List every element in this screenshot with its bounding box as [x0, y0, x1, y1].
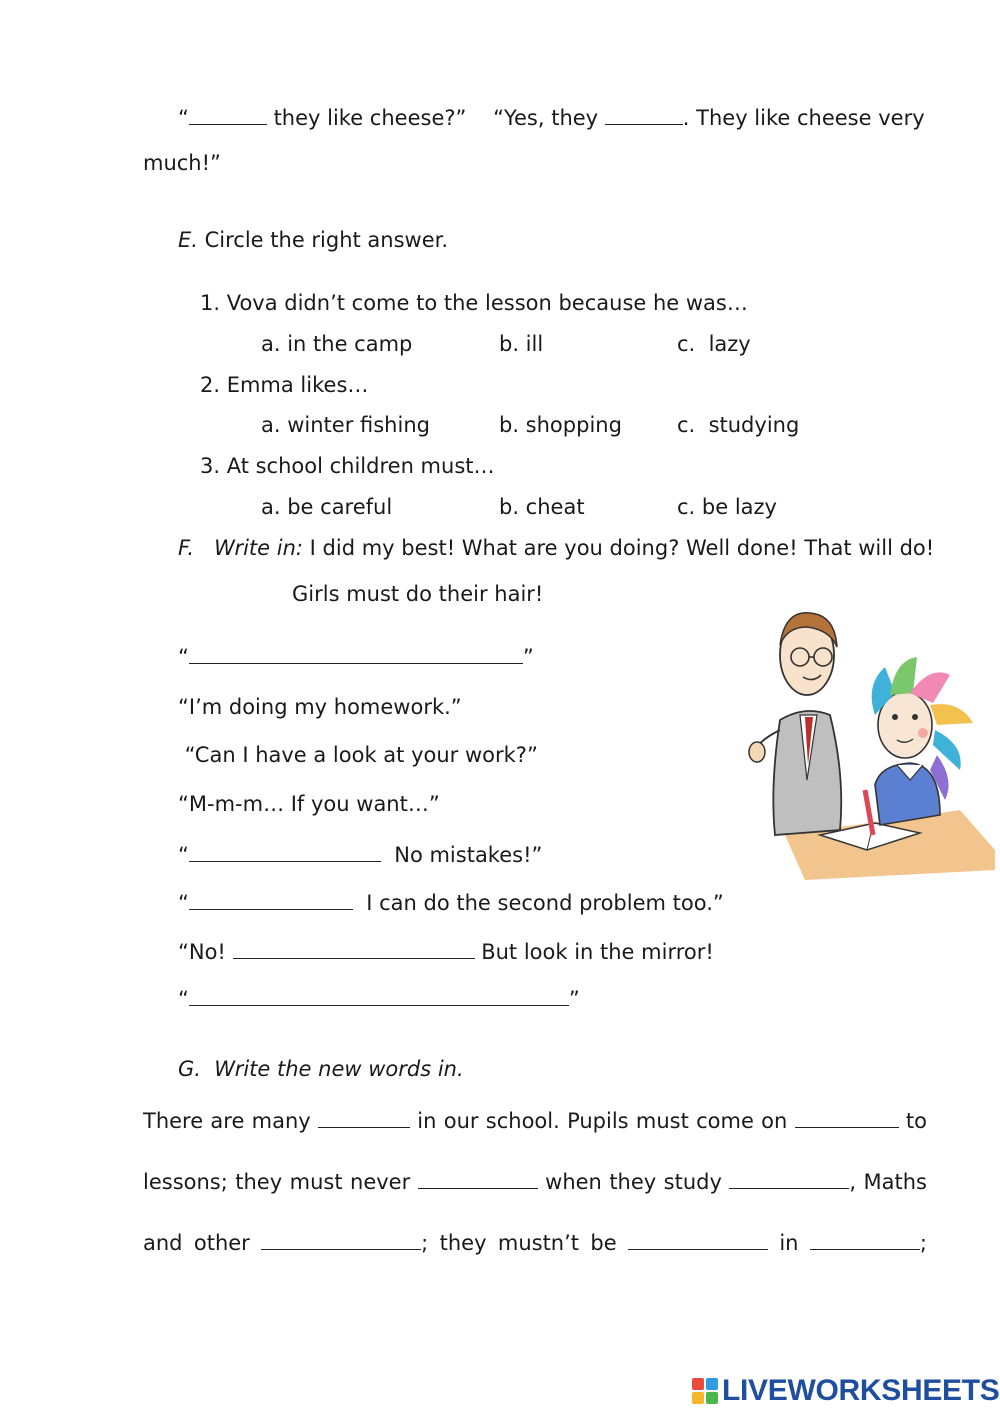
answer-blank[interactable] [418, 1170, 538, 1189]
answer-blank[interactable] [628, 1231, 768, 1250]
option-a[interactable]: a. be careful [261, 495, 393, 519]
dialogue-line-8: “ ” [178, 987, 580, 1011]
question-stem: 1. Vova didn’t come to the lesson because he was… [200, 291, 748, 315]
question-stem: 3. At school children must… [200, 454, 495, 478]
dialogue-line-1: “ ” [178, 645, 534, 669]
answer-blank[interactable] [189, 645, 523, 664]
cube-tile [706, 1392, 718, 1404]
answer-blank[interactable] [318, 1109, 410, 1128]
dialogue-line-6: “ I can do the second problem too.” [178, 891, 724, 915]
cube-tile [692, 1378, 704, 1390]
option-b[interactable]: b. ill [499, 332, 544, 356]
dialogue-line-3: “Can I have a look at your work?” [178, 743, 538, 767]
cheese-question-cont: much!” [143, 151, 221, 175]
teacher-student-illustration [745, 605, 995, 880]
section-g-title: G. Write the new words in. [178, 1057, 464, 1081]
option-a[interactable]: a. winter fishing [261, 413, 430, 437]
answer-blank[interactable] [810, 1231, 920, 1250]
logo-cube-icon [692, 1378, 718, 1404]
dialogue-line-5: “ No mistakes!” [178, 843, 543, 867]
liveworksheets-logo [692, 1374, 1000, 1408]
dialogue-line-2: “I’m doing my homework.” [178, 695, 462, 719]
section-e-title: E. Circle the right answer. [178, 228, 449, 252]
answer-blank[interactable] [189, 843, 381, 862]
paragraph-line-2: lessons; they must never when they study , Maths [143, 1170, 927, 1194]
option-a[interactable]: a. in the camp [261, 332, 413, 356]
answer-blank[interactable] [189, 106, 267, 125]
cube-tile [706, 1378, 718, 1390]
option-c[interactable]: c. be lazy [677, 495, 777, 519]
answer-blank[interactable] [729, 1170, 849, 1189]
answer-blank[interactable] [189, 891, 353, 910]
paragraph-line-1: There are many in our school. Pupils must come on to [143, 1109, 927, 1133]
answer-blank[interactable] [261, 1231, 421, 1250]
cheese-question-line: “ they like cheese?” “Yes, they . They like cheese very [178, 106, 925, 130]
answer-blank[interactable] [233, 940, 475, 959]
dialogue-line-4: “M-m-m… If you want…” [178, 792, 440, 816]
cube-tile [692, 1392, 704, 1404]
answer-blank[interactable] [605, 106, 683, 125]
option-b[interactable]: b. cheat [499, 495, 585, 519]
paragraph-line-3: and other ; they mustn’t be in ; [143, 1231, 927, 1255]
logo-text: LIVEWORKSHEETS [722, 1374, 1000, 1407]
option-c[interactable]: c. studying [677, 413, 800, 437]
option-c[interactable]: c. lazy [677, 332, 751, 356]
option-b[interactable]: b. shopping [499, 413, 622, 437]
question-stem: 2. Emma likes… [200, 373, 369, 397]
section-f-title: F. Write in: I did my best! What are you doing? Well done! That will do! [178, 536, 935, 560]
dialogue-line-7: “No! But look in the mirror! [178, 940, 714, 964]
answer-blank[interactable] [795, 1109, 899, 1128]
section-f-phrases-cont: Girls must do their hair! [292, 582, 544, 606]
answer-blank[interactable] [189, 987, 569, 1006]
